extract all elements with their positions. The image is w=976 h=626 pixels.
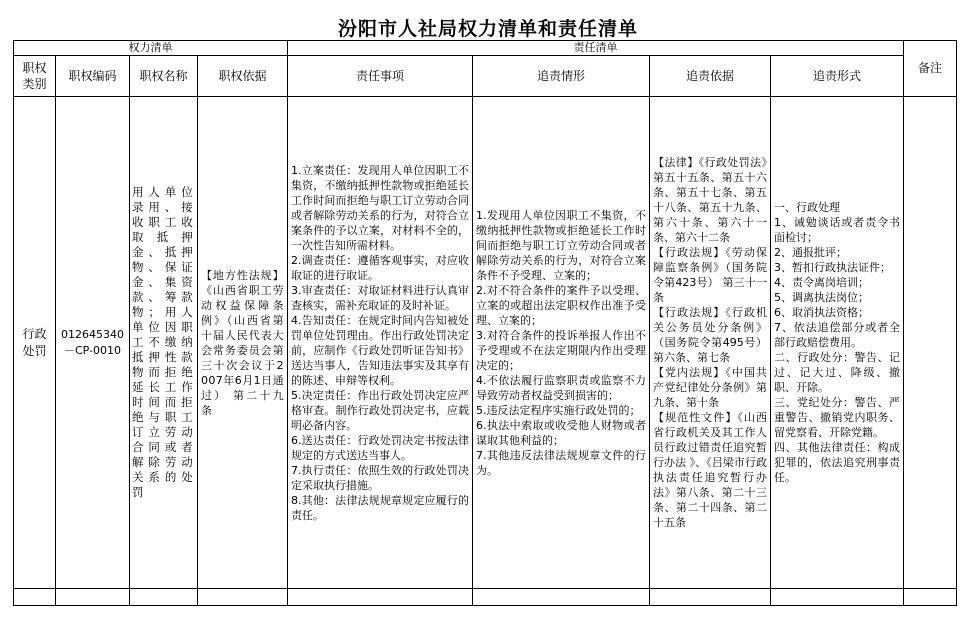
basis-cell: 【地方性法规】《山西省职工劳动权益保障条例》（山西省第十届人民代表大会常务委员会第三十次会议于2007年6月1日通过） 第二十九条 (198, 97, 288, 589)
empty-cell (650, 589, 771, 606)
basis-header: 职权依据 (198, 56, 288, 97)
accountability-cases-header: 追责情形 (473, 56, 650, 97)
case-item: 6.执法中索取或收受他人财物或者谋取其他利益的； (476, 418, 646, 447)
duty-item: 6.送达责任：行政处罚决定书按法律规定的方式送达当事人。 (291, 433, 469, 462)
name-cell: 用人单位录用、接收职工收取抵押金、抵押物、保证金、集资款、筹款物；用人单位因职工不缴纳抵押性款物而拒绝延长工作时间而拒绝与职工订立劳动合同或者解除劳动关系的处罚 (130, 97, 198, 589)
name-header: 职权名称 (130, 56, 198, 97)
basis-item: 【党内法规】《中国共产党纪律处分条例》第九条、第十条 (653, 366, 767, 409)
form-item: 二、行政处分：警告、记过、记大过、降级、撤职、开除。 (774, 351, 900, 394)
page-title: 汾阳市人社局权力清单和责任清单 (337, 18, 638, 40)
duty-item: 7.执行责任：依照生效的行政处罚决定采取执行措施。 (291, 463, 469, 492)
table-row (14, 589, 957, 606)
empty-cell (473, 589, 650, 606)
accountability-forms-cell (771, 97, 904, 589)
form-item: 3、暂扣行政执法证件； (774, 261, 891, 274)
code-cell: 012645340－CP-0010 (56, 97, 130, 589)
duties-header: 责任事项 (288, 56, 473, 97)
basis-item: 【法律】《行政处罚法》第五十五条、第五十六条、第五十七条、第五十八条、第五十九条、第六十条、第六十一条、第六十二条 (653, 156, 767, 244)
accountability-basis-header: 追责依据 (650, 56, 771, 97)
empty-cell (56, 589, 130, 606)
duty-item: 2.调查责任：遵循客观事实，对应收取证的进行取证。 (291, 253, 469, 282)
form-item: 三、党纪处分：警告、严重警告、撤销党内职务、留党察看、开除党籍。 (774, 396, 900, 439)
empty-cell (130, 589, 198, 606)
empty-cell (904, 589, 957, 606)
duty-item: 4.告知责任：在规定时间内告知被处罚单位处罚理由。作出行政处罚决定前，应制作《行政处罚听证告知书》送达当事人，告知违法事实及其享有的陈述、申辩等权利。 (291, 313, 469, 387)
empty-cell (198, 589, 288, 606)
category-cell: 行政处罚 (14, 97, 56, 589)
remarks-cell (904, 97, 957, 589)
form-item: 四、其他法律责任：构成犯罪的，依法追究刑事责任。 (774, 441, 900, 484)
power-list-header: 权力清单 (14, 41, 288, 56)
duties-cell (288, 97, 473, 589)
code-header: 职权编码 (56, 56, 130, 97)
case-item: 7.其他违反法律法规规章文件的行为。 (476, 448, 646, 477)
power-responsibility-table (13, 40, 957, 606)
case-item: 1.发现用人单位因职工不集资，不缴纳抵押性款物或拒绝延长工作时间而拒绝与职工订立劳动合同或者解除劳动关系的行为，对符合立案条件不予受理、立案的； (476, 208, 646, 282)
responsibility-list-header: 责任清单 (288, 41, 904, 56)
form-item: 7、依法追偿部分或者全部行政赔偿费用。 (774, 321, 900, 349)
form-item: 一、行政处理 (774, 201, 840, 214)
table-row (14, 97, 957, 589)
duty-item: 1.立案责任：发现用人单位因职工不集资，不缴纳抵押性款物或拒绝延长工作时间而拒绝与职工订立劳动合同或者解除劳动关系的行为，对符合立案条件的予以立案，对材料不全的，一次性告知所需材料。 (291, 163, 469, 252)
empty-cell (771, 589, 904, 606)
case-item: 3.对符合条件的投诉举报人作出不予受理或不在法定期限内作出受理决定的； (476, 328, 646, 372)
case-item: 4.不依法履行监察职责或监察不力导致劳动者权益受到损害的； (476, 373, 646, 402)
form-item: 6、取消执法资格； (774, 306, 869, 319)
basis-item: 【规范性文件】《山西省行政机关及其工作人员行政过错责任追究暂行办法 》、《吕梁市行政执法责任追究暂行办法》第八条、第二十三条、第二十四条、第二十五条 (653, 411, 767, 529)
remarks-header: 备注 (904, 41, 957, 97)
category-header: 职权类别 (14, 56, 56, 97)
accountability-forms-header: 追责形式 (771, 56, 904, 97)
form-item: 2、通报批评； (774, 246, 847, 259)
duty-item: 5.决定责任：作出行政处罚决定应严格审查。制作行政处罚决定书，应载明必备内容。 (291, 388, 469, 432)
accountability-cases-cell (473, 97, 650, 589)
basis-item: 【行政法规】《行政机关公务员处分条例》（国务院令第495号）第六条、第七条 (653, 306, 767, 364)
case-item: 5.违反法定程序实施行政处罚的； (476, 403, 641, 417)
empty-cell (14, 589, 56, 606)
duty-item: 3.审查责任：对取证材料进行认真审查核实，需补充取证的及时补证。 (291, 283, 469, 312)
empty-cell (288, 589, 473, 606)
basis-item: 【行政法规】《劳动保障监察条例》（国务院令第423号） 第三十一条 (653, 246, 767, 304)
accountability-basis-cell (650, 97, 771, 589)
form-item: 1、诫勉谈话或者责令书面检讨； (774, 216, 900, 244)
form-item: 4、责令离岗培训； (774, 276, 869, 289)
case-item: 2.对不符合条件的案件予以受理、立案的或超出法定职权作出准予受理、立案的； (476, 283, 646, 327)
duty-item: 8.其他：法律法规规章规定应履行的责任。 (291, 493, 469, 522)
form-item: 5、调离执法岗位； (774, 291, 869, 304)
